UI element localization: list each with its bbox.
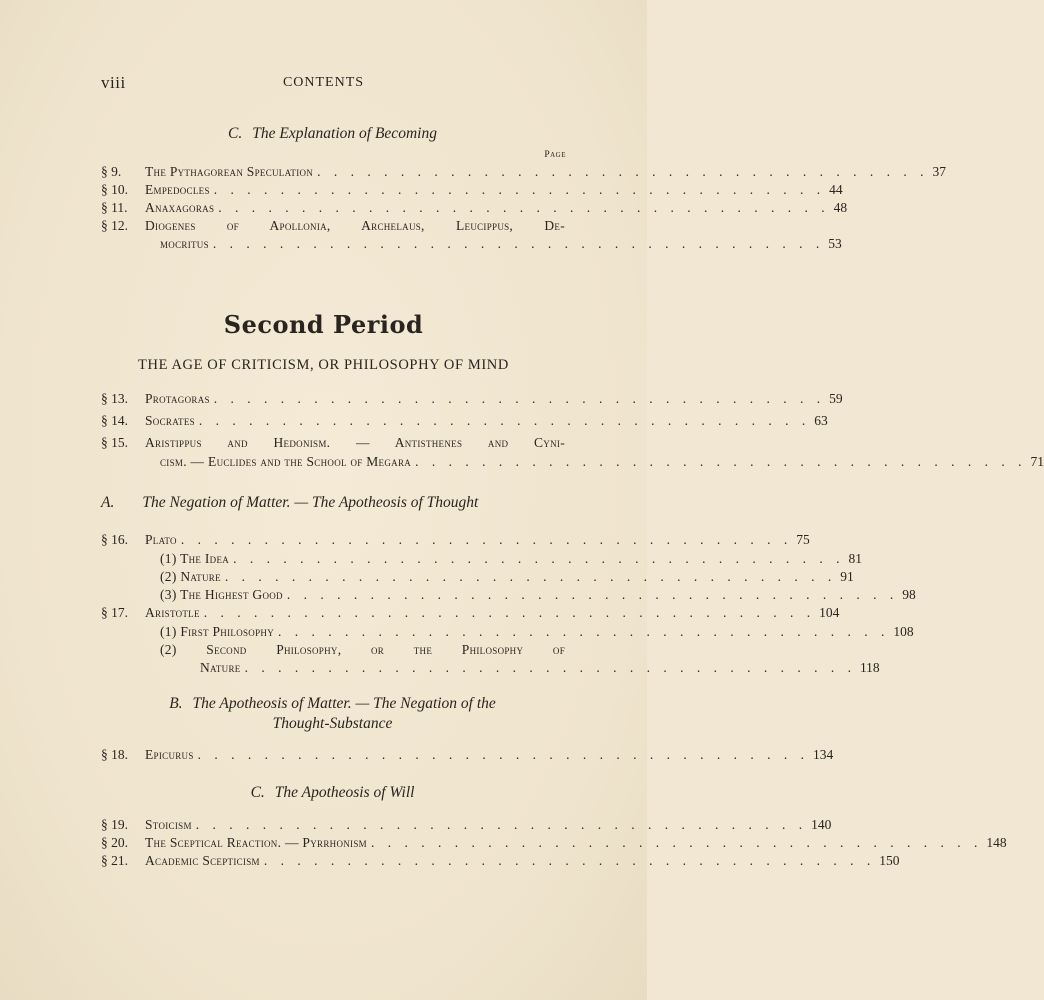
leader-dots: . . . . . . . . . . . . . . . . . . . . . . . . . . . . . . . . . . . . . [370,835,983,850]
subsection-letter: B. [169,695,183,712]
entry-page: 150 [879,853,900,868]
entry-title: (1) First Philosophy [160,624,275,639]
entry-title: Protagoras [145,391,210,406]
toc-entry[interactable] [101,389,843,409]
toc-entry[interactable] [101,622,914,642]
leader-dots: . . . . . . . . . . . . . . . . . . . . . . . . . . . . . . . . . . . . . [213,391,826,406]
toc-entry[interactable] [101,585,916,605]
page-column-label: Page [544,150,566,160]
entry-title: Plato [145,532,177,547]
toc-entry[interactable] [101,411,828,431]
toc-entry[interactable] [101,640,565,660]
entry-title: Nature [200,660,241,675]
section-number: § 18. [101,747,128,762]
entry-page: 59 [829,391,843,406]
entry-page: 91 [840,569,854,584]
subsection-letter: C. [250,784,265,801]
section-number: § 20. [101,835,128,850]
entry-title: Empedocles [145,182,210,197]
entry-title-line1: (2) Second Philosophy, or the Philosophy of [160,642,565,657]
period-subtitle: THE AGE OF CRITICISM, OR PHILOSOPHY OF MIND [138,357,509,373]
toc-entry[interactable] [101,549,862,569]
toc-entry[interactable] [101,745,834,765]
leader-dots: . . . . . . . . . . . . . . . . . . . . . . . . . . . . . . . . . . . . . [212,236,825,251]
leader-dots: . . . . . . . . . . . . . . . . . . . . . . . . . . . . . . . . . . . . . [415,454,1027,469]
section-number: § 12. [101,218,128,233]
entry-page: 134 [813,747,834,762]
leader-dots: . . . . . . . . . . . . . . . . . . . . . . . . . . . . . . . . . . . . . [197,747,810,762]
entry-title: (2) Nature [160,569,221,584]
leader-dots: . . . . . . . . . . . . . . . . . . . . . . . . . . . . . . . . . . . . . [218,200,830,215]
subsection-heading-c1 [100,125,565,143]
subsection-title: The Explanation of Becoming [252,125,437,142]
entry-page: 140 [811,817,832,832]
toc-entry[interactable] [101,833,1007,853]
running-header: CONTENTS [282,75,365,90]
entry-title-line1: Diogenes of Apollonia, Archelaus, Leucippus, De- [145,218,565,233]
subsection-title: The Apotheosis of Will [274,784,415,801]
subsection-heading-a [101,494,565,512]
entry-page: 148 [986,835,1007,850]
entry-title: The Pythagorean Speculation [145,164,314,179]
leader-dots: . . . . . . . . . . . . . . . . . . . . . . . . . . . . . . . . . . . . . [263,853,876,868]
toc-entry[interactable] [101,180,843,200]
leader-dots: . . . . . . . . . . . . . . . . . . . . . . . . . . . . . . . . . . . . . [180,532,793,547]
entry-title: Stoicism [145,817,192,832]
entry-page: 108 [893,624,914,639]
subsection-title: The Negation of Matter. — The Apotheosis of Thought [142,494,479,511]
entry-page: 44 [829,182,843,197]
subsection-title-line1: The Apotheosis of Matter. — The Negation of the [192,695,496,712]
leader-dots: . . . . . . . . . . . . . . . . . . . . . . . . . . . . . . . . . . . . . [244,660,856,675]
entry-title: Aristotle [145,605,200,620]
section-number: § 17. [101,605,128,620]
entry-page: 118 [859,660,880,675]
entry-title: mocritus [160,236,209,251]
entry-page: 81 [848,551,862,566]
subsection-heading-b [100,695,565,713]
entry-page: 71 [1030,454,1044,469]
subsection-heading-b-line2: Thought-Substance [272,715,393,732]
page-number: viii [101,73,126,92]
entry-title: Academic Scepticism [145,853,260,868]
entry-title: (3) The Highest Good [160,587,283,602]
leader-dots: . . . . . . . . . . . . . . . . . . . . . . . . . . . . . . . . . . . . . [224,569,837,584]
entry-title: Anaxagoras [145,200,215,215]
toc-entry[interactable] [101,433,565,453]
section-number: § 15. [101,435,128,450]
entry-title: Epicurus [145,747,194,762]
section-number: § 10. [101,182,128,197]
entry-page: 98 [902,587,916,602]
entry-title-line1: Aristippus and Hedonism. — Antisthenes and Cyni- [145,435,565,450]
leader-dots: . . . . . . . . . . . . . . . . . . . . . . . . . . . . . . . . . . . . . [233,551,845,566]
section-number: § 9. [101,164,122,179]
subsection-letter: A. [101,494,115,511]
section-number: § 13. [101,391,128,406]
leader-dots: . . . . . . . . . . . . . . . . . . . . . . . . . . . . . . . . . . . . . [195,817,808,832]
toc-entry[interactable] [101,216,565,236]
period-title: Second Period [223,310,424,339]
entry-page: 63 [814,413,828,428]
entry-page: 48 [833,200,848,215]
entry-title: The Sceptical Reaction. — Pyrrhonism [145,835,367,850]
leader-dots: . . . . . . . . . . . . . . . . . . . . . . . . . . . . . . . . . . . . . [278,624,890,639]
toc-entry[interactable] [101,530,810,550]
toc-entry[interactable] [101,567,854,587]
section-number: § 19. [101,817,128,832]
toc-entry-continued[interactable] [101,234,842,254]
toc-entry[interactable] [101,198,848,218]
entry-page: 75 [796,532,810,547]
leader-dots: . . . . . . . . . . . . . . . . . . . . . . . . . . . . . . . . . . . . . [198,413,811,428]
toc-entry[interactable] [101,603,840,623]
subsection-letter: C. [228,125,243,142]
entry-page: 53 [828,236,842,251]
subsection-heading-c2 [100,784,565,802]
section-number: § 14. [101,413,128,428]
leader-dots: . . . . . . . . . . . . . . . . . . . . . . . . . . . . . . . . . . . . . [317,164,929,179]
leader-dots: . . . . . . . . . . . . . . . . . . . . . . . . . . . . . . . . . . . . . [203,605,816,620]
entry-page: 104 [819,605,840,620]
leader-dots: . . . . . . . . . . . . . . . . . . . . . . . . . . . . . . . . . . . . . [286,587,899,602]
toc-entry[interactable] [101,851,900,871]
toc-entry[interactable] [101,162,946,182]
entry-title: cism. — Euclides and the School of Megara [160,454,412,469]
toc-entry[interactable] [101,815,832,835]
entry-page: 37 [932,164,946,179]
toc-entry-continued[interactable] [101,452,1044,472]
entry-title: (1) The Idea [160,551,230,566]
section-number: § 11. [101,200,128,215]
section-number: § 16. [101,532,128,547]
toc-entry-continued[interactable] [101,658,880,678]
section-number: § 21. [101,853,128,868]
entry-title: Socrates [145,413,195,428]
leader-dots: . . . . . . . . . . . . . . . . . . . . . . . . . . . . . . . . . . . . . [213,182,826,197]
